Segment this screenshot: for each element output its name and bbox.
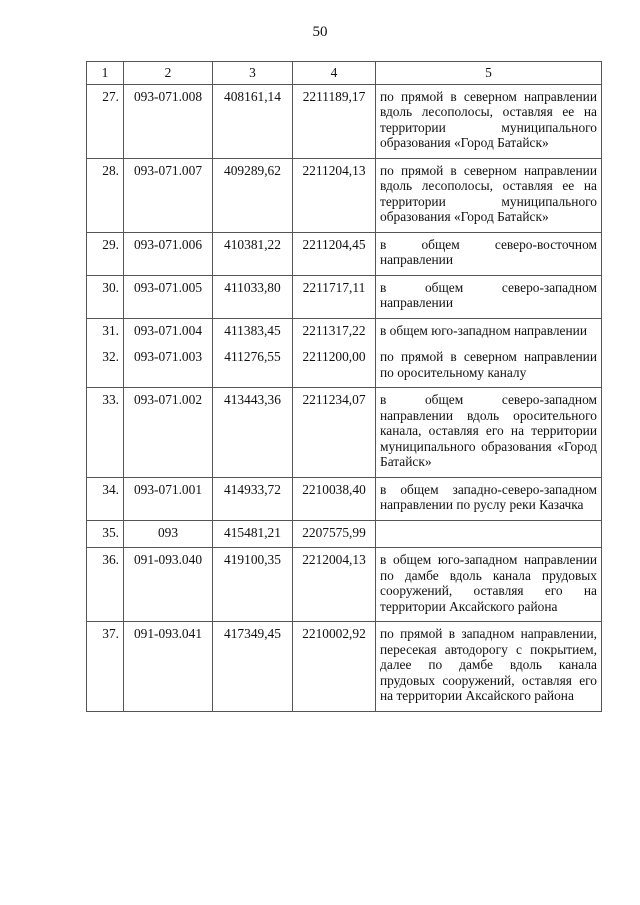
row-number: 36.	[87, 548, 124, 622]
table-row	[87, 158, 602, 232]
row-number: 34.	[87, 477, 124, 520]
y-coordinate: 2211200,00	[293, 345, 376, 388]
row-number: 27.	[87, 84, 124, 158]
boundary-description: в общем северо-западном направлении вдоль оросительного канала, оставляя его на территории муниципального образования «Город Батайск»	[376, 388, 602, 478]
boundary-description: в общем западно-северо-западном направлении по руслу реки Казачка	[376, 477, 602, 520]
boundary-description: по прямой в западном направлении, пересекая автодорогу с покрытием, далее по дамбе вдоль канала прудовых сооружений, оставляя его на территории Аксайского района	[376, 622, 602, 712]
y-coordinate: 2211717,11	[293, 275, 376, 318]
boundary-coordinates-table	[86, 61, 602, 712]
x-coordinate: 410381,22	[213, 232, 293, 275]
boundary-description	[376, 520, 602, 548]
point-code: 093-071.001	[124, 477, 213, 520]
x-coordinate: 411276,55	[213, 345, 293, 388]
x-coordinate: 417349,45	[213, 622, 293, 712]
column-header: 2	[124, 62, 213, 85]
table-header-row	[87, 62, 602, 85]
boundary-description: в общем юго-западном направлении по дамбе вдоль канала прудовых сооружений, оставляя его на территории Аксайского района	[376, 548, 602, 622]
boundary-description: по прямой в северном направлении вдоль лесополосы, оставляя ее на территории муниципального образования «Город Батайск»	[376, 158, 602, 232]
table-row	[87, 345, 602, 388]
boundary-description: в общем северо-восточном направлении	[376, 232, 602, 275]
column-header: 1	[87, 62, 124, 85]
x-coordinate: 408161,14	[213, 84, 293, 158]
x-coordinate: 411033,80	[213, 275, 293, 318]
table-row	[87, 84, 602, 158]
point-code: 093-071.004	[124, 318, 213, 345]
row-number: 31.	[87, 318, 124, 345]
table-row	[87, 275, 602, 318]
row-number: 28.	[87, 158, 124, 232]
point-code: 093-071.002	[124, 388, 213, 478]
y-coordinate: 2211204,13	[293, 158, 376, 232]
column-header: 3	[213, 62, 293, 85]
table-row	[87, 622, 602, 712]
boundary-description: по прямой в северном направлении вдоль лесополосы, оставляя ее на территории муниципального образования «Город Батайск»	[376, 84, 602, 158]
x-coordinate: 419100,35	[213, 548, 293, 622]
x-coordinate: 415481,21	[213, 520, 293, 548]
x-coordinate: 413443,36	[213, 388, 293, 478]
point-code: 093-071.008	[124, 84, 213, 158]
y-coordinate: 2210002,92	[293, 622, 376, 712]
y-coordinate: 2211234,07	[293, 388, 376, 478]
y-coordinate: 2210038,40	[293, 477, 376, 520]
row-number: 35.	[87, 520, 124, 548]
point-code: 093-071.005	[124, 275, 213, 318]
y-coordinate: 2211189,17	[293, 84, 376, 158]
column-header: 4	[293, 62, 376, 85]
x-coordinate: 409289,62	[213, 158, 293, 232]
y-coordinate: 2211317,22	[293, 318, 376, 345]
column-header: 5	[376, 62, 602, 85]
row-number: 33.	[87, 388, 124, 478]
row-number: 32.	[87, 345, 124, 388]
table-row	[87, 232, 602, 275]
boundary-description: в общем юго-западном направлении	[376, 318, 602, 345]
table-row	[87, 548, 602, 622]
x-coordinate: 411383,45	[213, 318, 293, 345]
x-coordinate: 414933,72	[213, 477, 293, 520]
table-row	[87, 388, 602, 478]
point-code: 093-071.007	[124, 158, 213, 232]
table-row	[87, 318, 602, 345]
y-coordinate: 2207575,99	[293, 520, 376, 548]
point-code: 093	[124, 520, 213, 548]
table-row	[87, 520, 602, 548]
y-coordinate: 2212004,13	[293, 548, 376, 622]
boundary-description: в общем северо-западном направлении	[376, 275, 602, 318]
table-row	[87, 477, 602, 520]
point-code: 093-071.006	[124, 232, 213, 275]
point-code: 091-093.041	[124, 622, 213, 712]
page-number: 50	[312, 24, 328, 40]
point-code: 093-071.003	[124, 345, 213, 388]
row-number: 30.	[87, 275, 124, 318]
y-coordinate: 2211204,45	[293, 232, 376, 275]
boundary-description: по прямой в северном направлении по оросительному каналу	[376, 345, 602, 388]
point-code: 091-093.040	[124, 548, 213, 622]
row-number: 37.	[87, 622, 124, 712]
row-number: 29.	[87, 232, 124, 275]
